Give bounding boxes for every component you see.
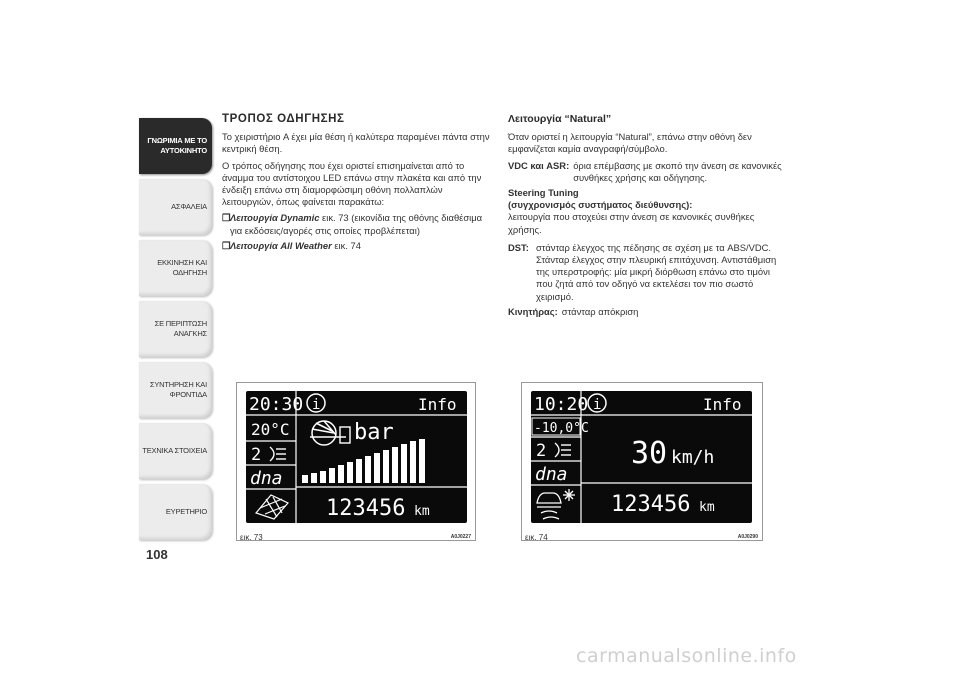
gear-text: 2 bbox=[536, 441, 547, 461]
gear-text: 2 bbox=[251, 445, 262, 465]
tab-safety[interactable]: ΑΣΦΑΛΕΙΑ bbox=[139, 179, 212, 235]
steering-heading: Steering Tuning bbox=[508, 187, 579, 199]
speed-text: 30 bbox=[631, 436, 668, 471]
tab-emergency[interactable]: ΣΕ ΠΕΡΙΠΤΩΣΗ ΑΝΑΓΚΗΣ bbox=[139, 301, 212, 357]
steering-subheading: (συγχρονισμός συστήματος διεύθυνσης): bbox=[508, 199, 693, 211]
definition-dst: DST: στάνταρ έλεγχος της πέδησης σε σχέση με τα ABS/VDC. Στάνταρ έλεγχος στην πλευρική επιτάχυνση. Αντιστάθμιση της υπερστροφής: μία μικρή διόρθωση επάνω στο τιμόνι που ζητά από τον οδηγό να εκτελέσει τον πιο σωστό χειρισμό. bbox=[508, 241, 777, 302]
odometer-text: 123456 bbox=[326, 496, 406, 521]
list-item: ❒ Λειτουργία Dynamic εικ. 73 (εικονίδια της οθόνης διαθέσιμα για εκδόσεις/αγορές στις οποίες προβλέπεται) bbox=[222, 212, 483, 236]
checkbox-bullet-icon: ❒ bbox=[222, 212, 231, 224]
odometer-unit-text: km bbox=[699, 500, 715, 515]
headlight-icon bbox=[270, 447, 286, 461]
all-weather-net-icon bbox=[256, 495, 288, 519]
info-text: Info bbox=[418, 395, 457, 414]
figure-73 bbox=[236, 382, 476, 541]
figure-caption: εικ. 73 bbox=[240, 533, 263, 542]
tab-index[interactable]: ΕΥΡΕΤΗΡΙΟ bbox=[139, 484, 212, 540]
dynamic-mode-icon bbox=[310, 421, 350, 445]
speed-unit-text: km/h bbox=[671, 447, 715, 468]
paragraph: Ο τρόπος οδήγησης που έχει οριστεί επισημαίνεται από το άναμμα του αντίστοιχου LED επάνω στην πλακέτα και από την ένδειξη επάνω στη διαμορφώσιμη οθόνη πολλαπλών λειτουργιών, όπως φαίνεται παρακάτω: bbox=[222, 159, 482, 208]
figure-code: A0J0290 bbox=[737, 534, 758, 540]
clock-text: 20:30 bbox=[249, 394, 304, 415]
chapter-sidebar bbox=[139, 118, 212, 545]
tab-technical-data[interactable]: ΤΕΧΝΙΚΑ ΣΤΟΙΧΕΙΑ bbox=[139, 423, 212, 479]
tab-getting-to-know[interactable]: ΓΝΩΡΙΜΙΑ ΜΕ ΤΟ ΑΥΤΟΚΙΝΗΤΟ bbox=[139, 118, 212, 174]
watermark-text: carmanualsonline.info bbox=[576, 645, 797, 667]
definition-vdc: VDC και ASR: όρια επέμβασης με σκοπό την άνεση σε κανονικές συνθήκες χρήσης και οδήγησης. bbox=[508, 159, 782, 183]
figure-code: A0J0227 bbox=[450, 534, 471, 540]
figure-caption: εικ. 74 bbox=[525, 533, 548, 542]
odometer-text: 123456 bbox=[611, 492, 691, 517]
paragraph: λειτουργία που στοχεύει στην άνεση σε κανονικές συνθήκες χρήσης. bbox=[508, 211, 755, 235]
info-i-icon: i bbox=[312, 397, 321, 413]
info-i-icon: i bbox=[593, 397, 602, 413]
checkbox-bullet-icon: ❒ bbox=[222, 239, 231, 251]
display-graphic bbox=[246, 391, 467, 523]
display-graphic bbox=[531, 391, 752, 523]
tab-maintenance[interactable]: ΣΥΝΤΗΡΗΣΗ ΚΑΙ ΦΡΟΝΤΙΔΑ bbox=[139, 362, 212, 418]
page-number: 108 bbox=[146, 547, 168, 562]
dna-mode-text: dna bbox=[250, 468, 283, 489]
dna-mode-text: dna bbox=[535, 464, 568, 485]
display-screen bbox=[531, 391, 752, 523]
paragraph: Το χειριστήριο A έχει μία θέση ή καλύτερα παραμένει πάντα στην κεντρική θέση. bbox=[222, 131, 490, 155]
section-heading: ΤΡΟΠΟΣ ΟΔΗΓΗΣΗΣ bbox=[222, 113, 345, 125]
display-screen bbox=[246, 391, 467, 523]
paragraph: Όταν οριστεί η λειτουργία “Natural”, επάνω στην οθόνη δεν εμφανίζεται καμία αναγραφή/σύμβολο. bbox=[508, 131, 752, 155]
all-weather-car-snow-icon bbox=[537, 489, 575, 519]
clock-text: 10:20 bbox=[534, 394, 589, 415]
subsection-heading: Λειτουργία “Natural” bbox=[508, 113, 612, 125]
boost-bar-graph bbox=[302, 439, 425, 483]
list-item: ❒ Λειτουργία All Weather εικ. 74 bbox=[222, 239, 361, 251]
temperature-text: -10,0°C bbox=[534, 421, 589, 436]
info-text: Info bbox=[703, 395, 742, 414]
definition-engine: Κινητήρας: στάνταρ απόκριση bbox=[508, 305, 639, 317]
bar-label-text: bar bbox=[354, 420, 394, 445]
headlight-icon bbox=[555, 443, 571, 457]
figure-74 bbox=[521, 382, 763, 541]
right-column bbox=[508, 113, 783, 321]
temperature-text: 20°C bbox=[251, 420, 290, 439]
tab-starting-driving[interactable]: ΕΚΚΙΝΗΣΗ ΚΑΙ ΟΔΗΓΗΣΗ bbox=[139, 240, 212, 296]
odometer-unit-text: km bbox=[414, 504, 430, 519]
left-column bbox=[222, 113, 492, 255]
